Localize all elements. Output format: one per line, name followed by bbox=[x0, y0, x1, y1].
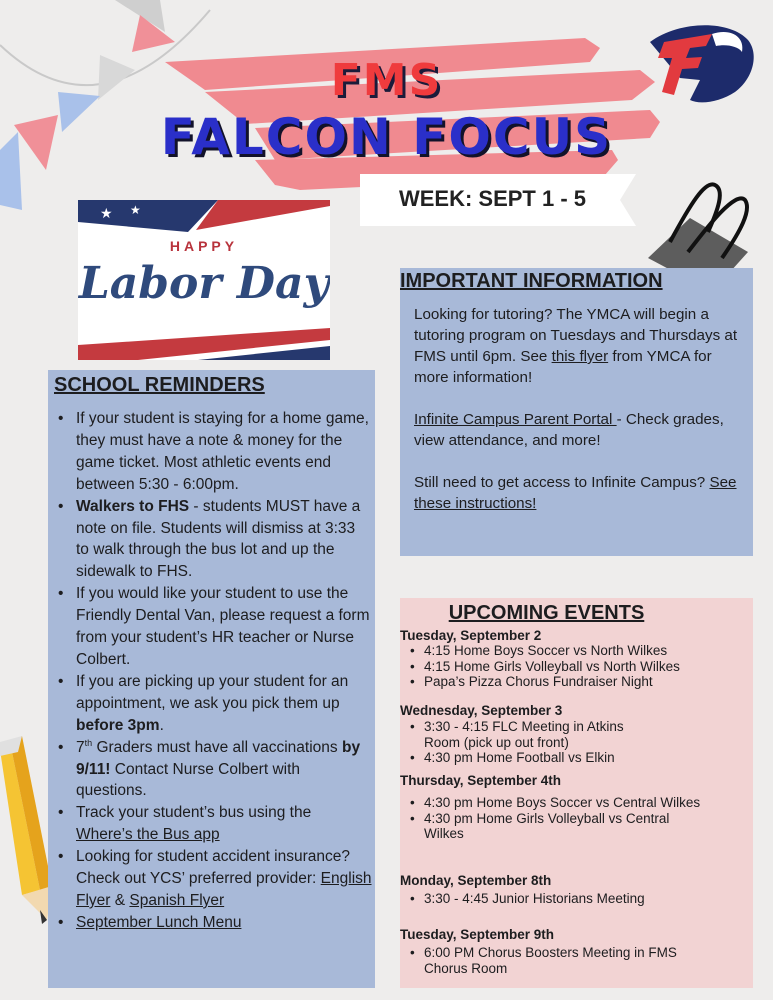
reminder-bus-text: Track your student’s bus using the bbox=[76, 804, 312, 822]
labor-day-happy-text: HAPPY bbox=[169, 238, 239, 254]
reminder-insurance-text: Looking for student accident insurance? Check out YCS’ preferred provider: bbox=[76, 848, 351, 888]
list-item: • 4:15 Home Boys Soccer vs North Wilkes bbox=[408, 643, 748, 659]
parent-portal-link[interactable]: Infinite Campus Parent Portal bbox=[414, 411, 617, 428]
reminder-dental-van: If you would like your student to use the Friendly Dental Van, please request a form from your student’s HR teacher or Nurse Colbert. bbox=[76, 585, 370, 668]
reminder-pickup-text: If you are picking up your student for an appointment, we ask you pick them up bbox=[76, 672, 349, 712]
event-day-heading: Wednesday, September 3 bbox=[400, 703, 563, 718]
list-item bbox=[56, 408, 372, 496]
list-item: • Papa’s Pizza Chorus Fundraiser Night bbox=[408, 674, 748, 690]
list-item bbox=[56, 671, 372, 737]
event-list bbox=[408, 945, 748, 976]
lunch-menu-link[interactable]: September Lunch Menu bbox=[76, 913, 242, 931]
reminder-grade-num: 7 bbox=[76, 738, 85, 756]
list-item: • 4:30 pm Home Boys Soccer vs Central Wilkes bbox=[408, 795, 748, 811]
reminder-home-game: If your student is staying for a home game, they must have a note & money for the game ticket. Most athletic events end between 5:30 - 6:00pm. bbox=[76, 410, 369, 493]
reminder-grade-sup: th bbox=[84, 737, 93, 748]
event-list bbox=[408, 795, 748, 842]
upcoming-events-heading: UPCOMING EVENTS bbox=[448, 602, 645, 624]
list-item: • 4:15 Home Girls Volleyball vs North Wilkes bbox=[408, 659, 748, 675]
list-item: • 3:30 - 4:15 FLC Meeting in Atkins Room (pick up out front) bbox=[408, 719, 748, 750]
labor-day-script-text: Labor Day bbox=[78, 258, 330, 309]
english-flyer-link[interactable]: English Flyer bbox=[76, 870, 372, 909]
tutoring-paragraph bbox=[414, 304, 744, 388]
list-item: • 4:30 pm Home Football vs Elkin bbox=[408, 750, 748, 766]
tutoring-text: Looking for tutoring? The YMCA will begin a tutoring program on Tuesdays and Thursdays at FMS until 6pm. See bbox=[414, 306, 738, 365]
event-list bbox=[408, 643, 748, 690]
tutoring-text-end: from YMCA for more information! bbox=[414, 348, 712, 386]
reminder-pickup-bold: before 3pm bbox=[76, 716, 160, 734]
list-item: • 3:30 - 4:45 Junior Historians Meeting bbox=[408, 891, 748, 907]
reminder-walkers-text: - students MUST have a note on file. Students will dismiss at 3:33 to walk through the bus lot and up the sidewalk to FHS. bbox=[76, 497, 361, 581]
important-info-heading: IMPORTANT INFORMATION bbox=[400, 270, 663, 292]
list-item bbox=[56, 846, 372, 912]
school-reminders-heading: SCHOOL REMINDERS bbox=[54, 374, 265, 396]
instructions-link[interactable]: See these instructions! bbox=[414, 474, 737, 512]
list-item bbox=[56, 912, 372, 934]
reminder-walkers-bold: Walkers to FHS bbox=[76, 497, 190, 515]
parent-portal-paragraph bbox=[414, 409, 744, 451]
list-item bbox=[56, 802, 372, 846]
school-reminders-list bbox=[56, 408, 372, 934]
event-day-heading: Thursday, September 4th bbox=[400, 773, 562, 788]
important-info-body bbox=[414, 304, 744, 535]
list-item bbox=[56, 583, 372, 671]
week-label: WEEK: SEPT 1 - 5 bbox=[398, 186, 587, 211]
reminder-insurance-amp: & bbox=[110, 891, 130, 909]
event-list bbox=[408, 891, 748, 907]
reminder-vaccine-end: Contact Nurse Colbert with questions. bbox=[76, 760, 301, 800]
reminder-vaccine-bold: by 9/11! bbox=[76, 738, 361, 778]
campus-access-text: Still need to get access to Infinite Campus? bbox=[414, 474, 710, 491]
list-item: • 6:00 PM Chorus Boosters Meeting in FMS Chorus Room bbox=[408, 945, 748, 976]
spanish-flyer-link[interactable]: Spanish Flyer bbox=[129, 891, 225, 909]
list-item bbox=[56, 496, 372, 584]
reminder-vaccine-text: Graders must have all vaccinations bbox=[92, 738, 342, 756]
newsletter-title: FALCON FOCUS bbox=[160, 108, 613, 166]
event-day-heading: Tuesday, September 9th bbox=[400, 927, 555, 942]
event-day-heading: Monday, September 8th bbox=[400, 873, 552, 888]
list-item bbox=[56, 737, 372, 803]
event-list bbox=[408, 719, 748, 766]
svg-text:★: ★ bbox=[100, 206, 113, 222]
list-item: • 4:30 pm Home Girls Volleyball vs Central Wilkes bbox=[408, 811, 748, 842]
school-abbr-title: FMS bbox=[330, 55, 443, 106]
ymca-flyer-link[interactable]: this flyer bbox=[551, 348, 609, 365]
bus-app-link[interactable]: Where’s the Bus app bbox=[76, 826, 220, 844]
svg-text:★: ★ bbox=[130, 203, 141, 217]
pencil-icon bbox=[0, 736, 52, 924]
campus-access-paragraph bbox=[414, 472, 744, 514]
labor-day-image bbox=[78, 200, 330, 360]
parent-portal-text: - Check grades, view attendance, and more! bbox=[414, 411, 724, 449]
event-day-heading: Tuesday, September 2 bbox=[400, 628, 542, 643]
reminder-pickup-end: . bbox=[159, 716, 164, 734]
